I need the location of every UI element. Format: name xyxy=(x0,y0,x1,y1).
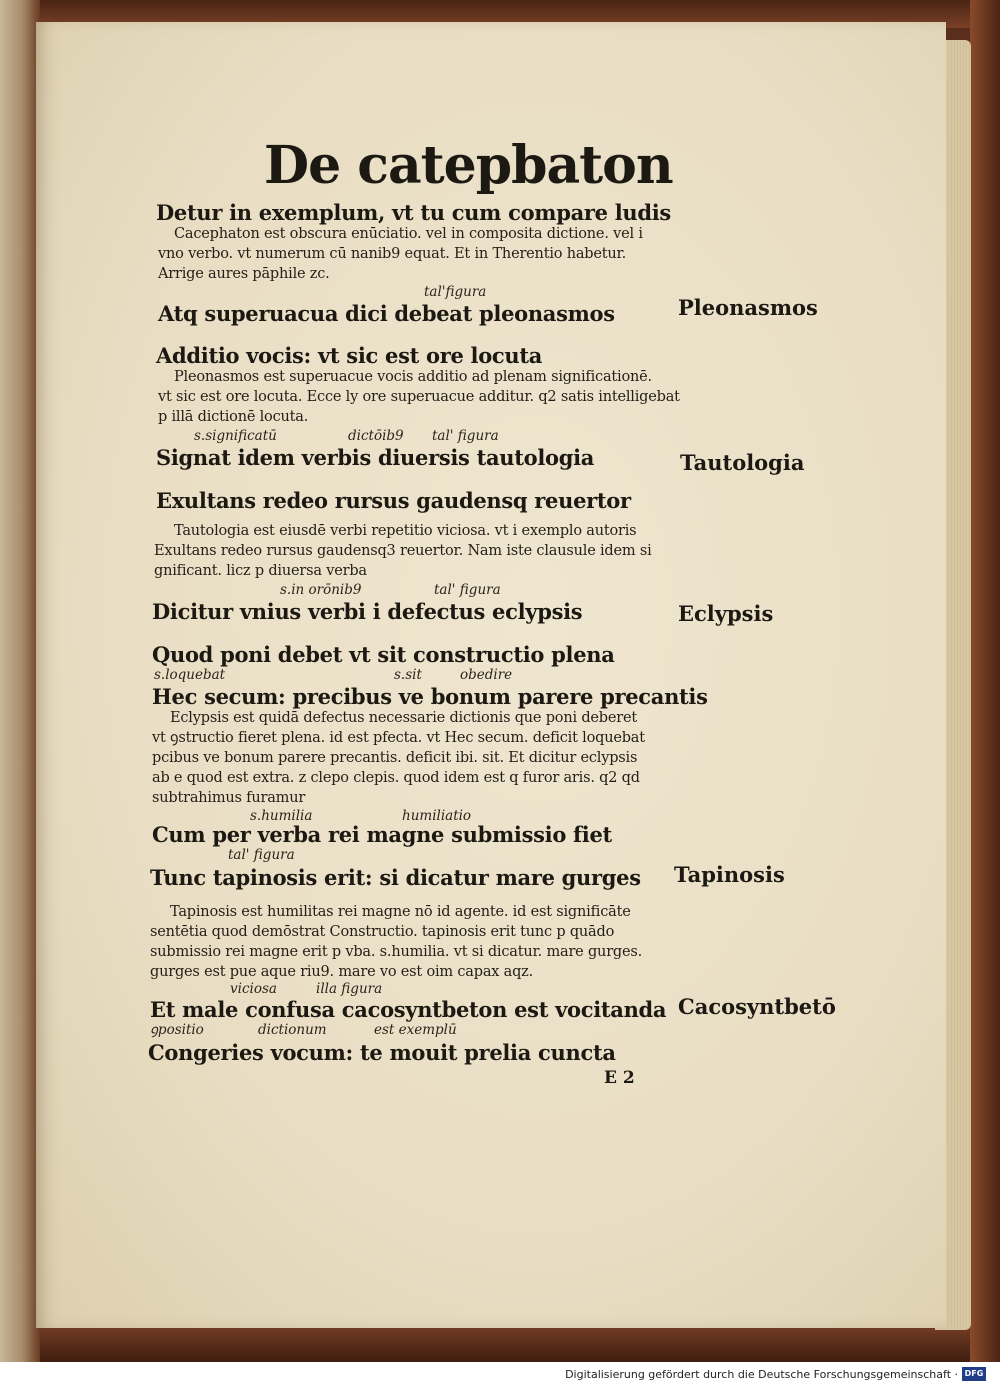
interlinear-gloss: tal' figura xyxy=(434,582,501,598)
commentary-line: gurges est pue aque riu9. mare vo est oim capax aqz. xyxy=(150,964,534,980)
commentary-line: Pleonasmos est superuacue vocis additio ad plenam significationē. xyxy=(174,369,652,385)
commentary-line: Arrige aures pāphile zc. xyxy=(158,266,330,282)
commentary-line: Exultans redeo rursus gaudensq3 reuertor. Nam iste clausule idem si xyxy=(154,543,652,559)
margin-term: Tautologia xyxy=(680,450,805,475)
interlinear-gloss: dictōib9 xyxy=(348,428,404,444)
verse-line: Cum per verba rei magne submissio fiet xyxy=(152,822,612,847)
interlinear-gloss: obedire xyxy=(460,667,513,683)
commentary-line: Cacephaton est obscura enūciatio. vel in composita dictione. vel i xyxy=(174,226,643,242)
credit-bar xyxy=(0,1362,1000,1389)
commentary-line: Tapinosis est humilitas rei magne nō id agente. id est significāte xyxy=(170,904,631,920)
commentary-line: p illā dictionē locuta. xyxy=(158,409,309,425)
interlinear-gloss: tal' figura xyxy=(432,428,499,444)
interlinear-gloss: s.in orōnib9 xyxy=(280,582,362,598)
page-title: De catepbaton xyxy=(264,135,673,196)
commentary-line: sentētia quod demōstrat Constructio. tapinosis erit tunc p quādo xyxy=(150,924,615,940)
interlinear-gloss: est exemplū xyxy=(374,1022,457,1038)
interlinear-gloss: dictionum xyxy=(258,1022,327,1038)
verse-line: Additio vocis: vt sic est ore locuta xyxy=(156,343,543,368)
dfg-logo-icon: DFG xyxy=(962,1367,986,1381)
margin-term: Cacosyntbetō xyxy=(678,994,836,1019)
verse-line: Tunc tapinosis erit: si dicatur mare gurges xyxy=(150,865,641,890)
interlinear-gloss: s.loquebat xyxy=(154,667,226,683)
interlinear-gloss: tal' figura xyxy=(228,847,295,863)
interlinear-gloss: s.significatū xyxy=(194,428,277,444)
verse-line: Exultans redeo rursus gaudensq reuertor xyxy=(156,488,631,513)
commentary-line: ab e quod est extra. z clepo clepis. quod idem est q furor aris. q2 qd xyxy=(152,770,640,786)
verse-line: Dicitur vnius verbi i defectus eclypsis xyxy=(152,599,583,624)
binding-right xyxy=(970,0,1000,1362)
margin-term: Pleonasmos xyxy=(678,295,818,320)
interlinear-gloss: ꝯpositio xyxy=(150,1022,204,1038)
interlinear-gloss: tal'figura xyxy=(424,284,487,300)
funding-credit: Digitalisierung gefördert durch die Deutsche Forschungsgemeinschaft · xyxy=(565,1368,958,1381)
interlinear-gloss: s.humilia xyxy=(250,808,313,824)
book-page xyxy=(36,22,946,1328)
interlinear-gloss: viciosa xyxy=(230,981,277,997)
folio-signature: E 2 xyxy=(604,1068,635,1088)
left-page-edge xyxy=(0,0,40,1362)
verse-line: Et male confusa cacosyntbeton est vocitanda xyxy=(150,997,667,1022)
verse-line: Hec secum: precibus ve bonum parere precantis xyxy=(152,684,708,709)
commentary-line: Tautologia est eiusdē verbi repetitio viciosa. vt i exemplo autoris xyxy=(174,523,637,539)
binding-bottom xyxy=(40,1322,1000,1362)
interlinear-gloss: illa figura xyxy=(316,981,383,997)
commentary-line: gnificant. licz p diuersa verba xyxy=(154,563,367,579)
commentary-line: vt sic est ore locuta. Ecce ly ore superuacue additur. q2 satis intelligebat xyxy=(158,389,680,405)
verse-line: Quod poni debet vt sit constructio plena xyxy=(152,642,615,667)
commentary-line: subtrahimus furamur xyxy=(152,790,306,806)
margin-term: Tapinosis xyxy=(674,862,785,887)
verse-line: Congeries vocum: te mouit prelia cuncta xyxy=(148,1040,616,1065)
interlinear-gloss: humiliatio xyxy=(402,808,472,824)
margin-term: Eclypsis xyxy=(678,601,774,626)
commentary-line: submissio rei magne erit p vba. s.humilia. vt si dicatur. mare gurges. xyxy=(150,944,643,960)
verse-line: Signat idem verbis diuersis tautologia xyxy=(156,445,595,470)
commentary-line: vno verbo. vt numerum cū nanib9 equat. Et in Therentio habetur. xyxy=(158,246,627,262)
verse-line: Detur in exemplum, vt tu cum compare ludis xyxy=(156,200,671,225)
commentary-line: vt ꝯstructio fieret plena. id est pfecta. vt Hec secum. deficit loquebat xyxy=(152,730,645,746)
commentary-line: Eclypsis est quidā defectus necessarie dictionis que poni deberet xyxy=(170,710,637,726)
verse-line: Atq superuacua dici debeat pleonasmos xyxy=(158,301,615,326)
commentary-line: pcibus ve bonum parere precantis. deficit ibi. sit. Et dicitur eclypsis xyxy=(152,750,638,766)
interlinear-gloss: s.sit xyxy=(394,667,422,683)
